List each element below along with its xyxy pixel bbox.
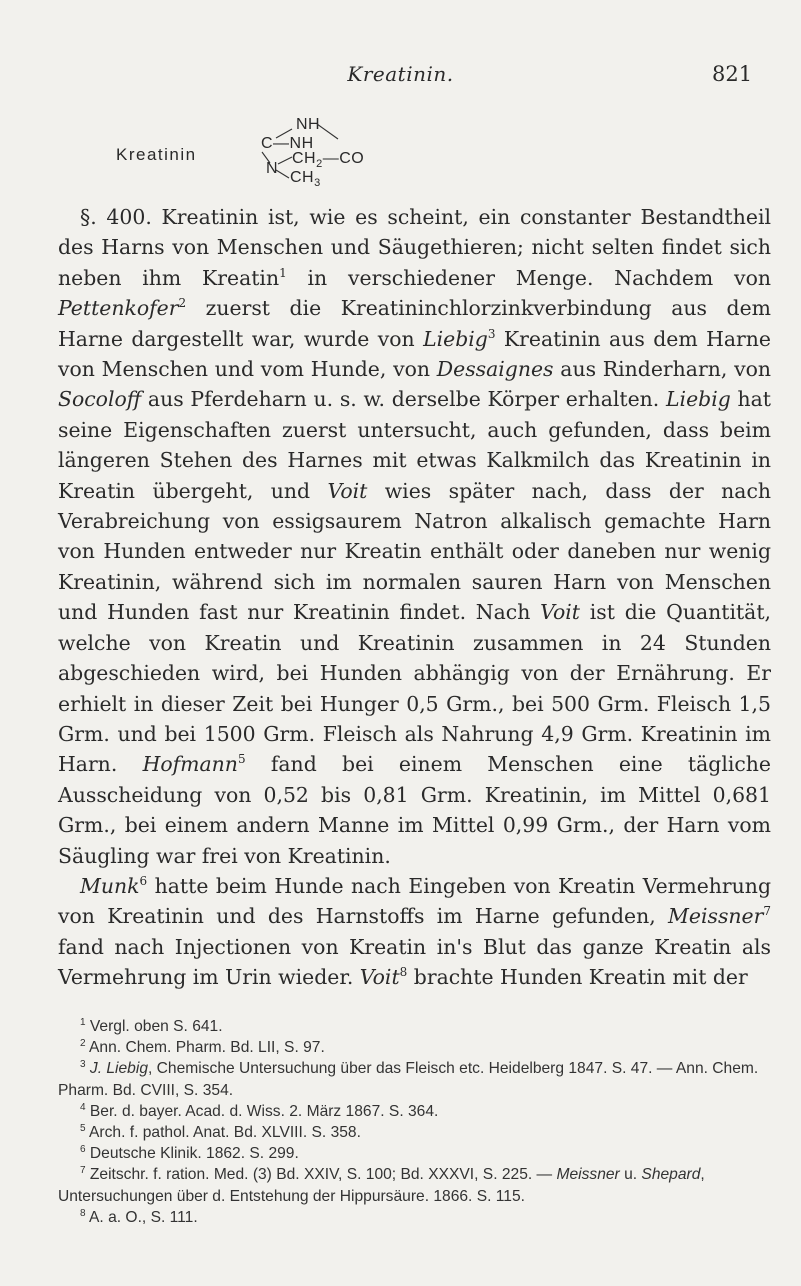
footnote-1: $^1$ Vergl. oben S. 641.	[80, 1016, 223, 1035]
footnote-6: $^6$ Deutsche Klinik. 1862. S. 299.	[80, 1144, 299, 1163]
page-number: 821	[712, 62, 753, 86]
formula-bonds	[0, 0, 801, 220]
body-text	[58, 202, 771, 993]
formula-label: Kreatinin	[116, 145, 197, 164]
paragraph-400: §. 400. Kreatinin ist, wie es scheint, ein constanter Bestandtheil des Harns von Menschen und Säugethieren; nicht selten findet sich neben ihm Kreatin$^1$ in verschiedener Menge. Nachdem von Pettenkofer$^2$ zuerst die Kreatininchlorzinkverbindung aus dem Harne dargestellt war, wurde von Liebig$^3$ Kreatinin aus dem Harne von Menschen und vom Hunde, von Dessaignes aus Rinderharn, von Socoloff aus Pferdeharn u. s. w. derselbe Körper erhalten. Liebig hat seine Eigenschaften zuerst untersucht, auch gefunden, dass beim längeren Stehen des Harnes mit etwas Kalkmilch das Kreatinin in Kreatin übergeht, und Voit wies später nach, dass der nach Verabreichung von essigsaurem Natron alkalisch gemachte Harn von Hunden entweder nur Kreatin enthält oder daneben nur wenig Kreatinin, während sich im normalen sauren Harn von Menschen und Hunden fast nur Kreatinin findet. Nach Voit ist die Quantität, welche von Kreatin und Kreatinin zusammen in 24 Stunden abgeschieden wird, bei Hunden abhängig von der Ernährung. Er erhielt in dieser Zeit bei Hunger 0,5 Grm., bei 500 Grm. Fleisch 1,5 Grm. und bei 1500 Grm. Fleisch als Nahrung 4,9 Grm. Kreatinin im Harn. Hofmann$^5$ fand bei einem Menschen eine tägliche Ausscheidung von 0,52 bis 0,81 Grm. Kreatinin, im Mittel 0,681 Grm., bei einem andern Manne im Mittel 0,99 Grm., der Harn vom Säugling war frei von Kreatinin.	[58, 205, 772, 868]
formula-n: N	[266, 160, 279, 177]
footnotes	[58, 1016, 771, 1228]
formula-ch2-co: $CH_2—CO$	[292, 150, 365, 171]
bond-n-ch3	[276, 170, 289, 178]
paragraph-munk: Munk$^6$ hatte beim Hunde nach Eingeben von Kreatin Vermehrung von Kreatinin und des Harnstoffs im Harne gefunden, Meissner$^7$ fand nach Injectionen von Kreatin in's Blut das ganze Kreatin als Vermehrung im Urin wieder. Voit$^8$ brachte Hunden Kreatin mit der	[58, 873, 771, 990]
bond-nh-co	[317, 124, 338, 139]
formula-c-nh: C—NH	[261, 135, 314, 152]
running-header-title: Kreatinin.	[347, 62, 454, 86]
footnote-2: $^2$ Ann. Chem. Pharm. Bd. LII, S. 97.	[80, 1038, 325, 1057]
bond-n-ch2	[278, 157, 292, 164]
bond-c-n	[262, 152, 270, 163]
footnote-5: $^5$ Arch. f. pathol. Anat. Bd. XLVIII. S. 358.	[80, 1122, 361, 1142]
footnote-7: $^7$ Zeitschr. f. ration. Med. (3) Bd. XXIV, S. 100; Bd. XXXVI, S. 225. — Meissner u. Shepard, Untersuchungen über d. Entstehung der Hippursäure. 1866. S. 115.	[58, 1165, 705, 1205]
bond-nh-c	[276, 129, 292, 138]
footnote-8: $^8$ A. a. O., S. 111.	[80, 1207, 198, 1226]
footnote-3: $^3$ J. Liebig, Chemische Untersuchung über das Fleisch etc. Heidelberg 1847. S. 47. — Ann. Chem. Pharm. Bd. CVIII, S. 354.	[58, 1059, 759, 1099]
formula-ch3: $CH_3$	[290, 169, 321, 190]
footnote-4: $^4$ Ber. d. bayer. Acad. d. Wiss. 2. März 1867. S. 364.	[80, 1101, 439, 1120]
formula-nh-top: NH	[296, 116, 321, 133]
